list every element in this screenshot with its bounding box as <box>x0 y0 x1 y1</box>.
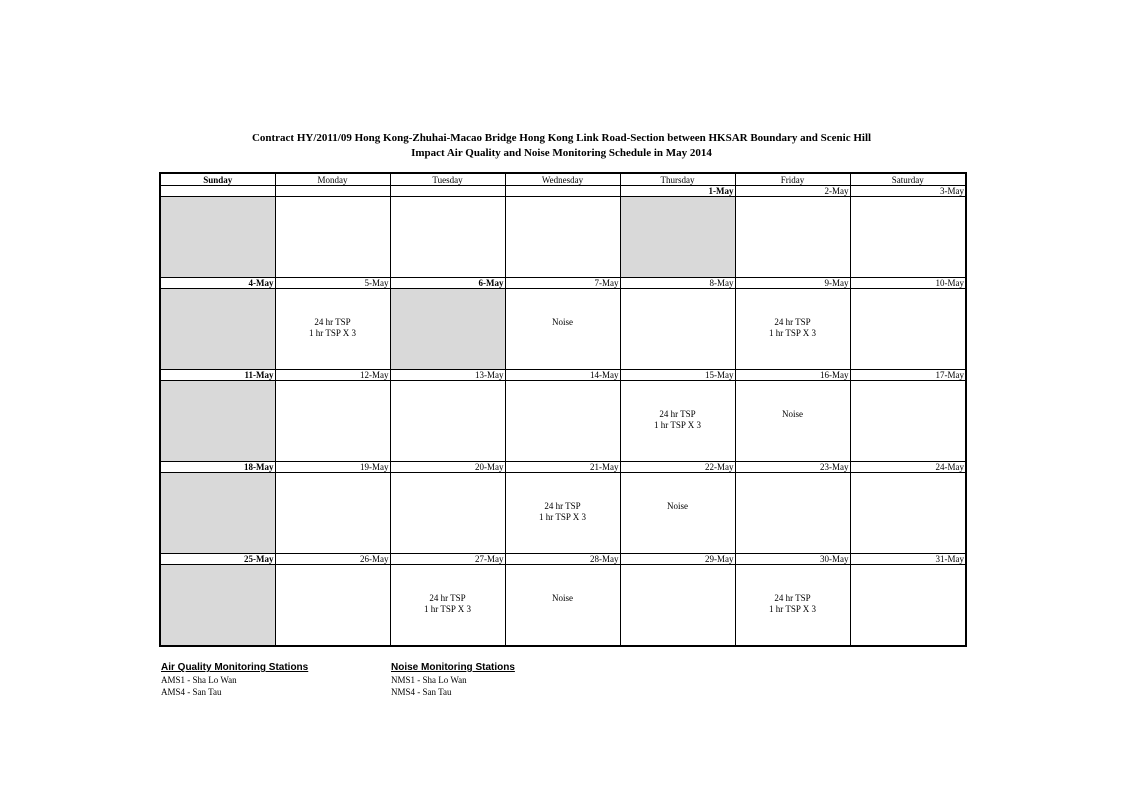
day-cell <box>850 289 966 370</box>
day-cell <box>160 473 275 554</box>
monitoring-event <box>736 593 850 615</box>
date-label: 2-May <box>735 186 850 197</box>
event-line: 24 hr TSP <box>774 593 811 603</box>
weekday-header: Wednesday <box>505 173 620 186</box>
weekday-header: Friday <box>735 173 850 186</box>
event-line: 1 hr TSP X 3 <box>538 512 586 522</box>
event-line: 24 hr TSP <box>659 409 696 419</box>
date-label: 25-May <box>160 554 275 565</box>
date-row <box>160 186 966 197</box>
week-row <box>160 197 966 278</box>
day-cell <box>275 473 390 554</box>
weekday-header: Tuesday <box>390 173 505 186</box>
date-label: 30-May <box>735 554 850 565</box>
day-cell <box>850 197 966 278</box>
monitoring-event <box>621 501 735 512</box>
day-cell <box>505 565 620 647</box>
date-label: 22-May <box>620 462 735 473</box>
title-line-1: Contract HY/2011/09 Hong Kong-Zhuhai-Macao Bridge Hong Kong Link Road-Section between HKSAR Boundary and Scenic Hill <box>251 132 872 144</box>
day-cell <box>160 197 275 278</box>
date-label <box>275 186 390 197</box>
day-cell <box>505 381 620 462</box>
date-label: 13-May <box>390 370 505 381</box>
event-line: 1 hr TSP X 3 <box>423 604 471 614</box>
day-cell <box>735 473 850 554</box>
noise-station-item: NMS4 - San Tau <box>391 687 452 697</box>
day-cell <box>275 565 390 647</box>
event-line: Noise <box>552 317 573 327</box>
date-label: 7-May <box>505 278 620 289</box>
date-label: 17-May <box>850 370 966 381</box>
day-cell <box>390 289 505 370</box>
event-line: 24 hr TSP <box>774 317 811 327</box>
date-label: 11-May <box>160 370 275 381</box>
event-line: 24 hr TSP <box>314 317 351 327</box>
date-label: 21-May <box>505 462 620 473</box>
weekday-header: Saturday <box>850 173 966 186</box>
monitoring-calendar <box>159 172 965 652</box>
day-cell <box>505 473 620 554</box>
date-label: 14-May <box>505 370 620 381</box>
day-cell <box>735 289 850 370</box>
date-label: 16-May <box>735 370 850 381</box>
event-line: Noise <box>552 593 573 603</box>
event-line: 1 hr TSP X 3 <box>308 328 356 338</box>
event-line: Noise <box>782 409 803 419</box>
monitoring-event <box>621 409 735 431</box>
monitoring-event <box>736 317 850 339</box>
date-label: 12-May <box>275 370 390 381</box>
date-label: 31-May <box>850 554 966 565</box>
day-cell <box>735 197 850 278</box>
day-cell <box>620 197 735 278</box>
monitoring-event <box>736 409 850 420</box>
date-row <box>160 370 966 381</box>
date-label: 9-May <box>735 278 850 289</box>
event-line: 24 hr TSP <box>544 501 581 511</box>
day-cell <box>275 289 390 370</box>
date-label: 1-May <box>620 186 735 197</box>
date-row <box>160 278 966 289</box>
day-cell <box>160 381 275 462</box>
date-label: 26-May <box>275 554 390 565</box>
noise-heading: Noise Monitoring Stations <box>391 662 515 673</box>
monitoring-event <box>506 501 620 523</box>
week-row <box>160 381 966 462</box>
date-label <box>505 186 620 197</box>
event-line: Noise <box>667 501 688 511</box>
date-label <box>160 186 275 197</box>
day-cell <box>850 381 966 462</box>
date-label: 8-May <box>620 278 735 289</box>
week-row <box>160 289 966 370</box>
day-cell <box>620 473 735 554</box>
date-label: 19-May <box>275 462 390 473</box>
day-cell <box>620 565 735 647</box>
monitoring-event <box>391 593 505 615</box>
day-cell <box>390 473 505 554</box>
air-station-item: AMS1 - Sha Lo Wan <box>161 675 237 685</box>
weekday-header: Thursday <box>620 173 735 186</box>
day-cell <box>160 289 275 370</box>
monitoring-event <box>506 593 620 604</box>
calendar-body <box>160 186 966 647</box>
monitoring-event <box>506 317 620 328</box>
date-label: 4-May <box>160 278 275 289</box>
day-cell <box>850 473 966 554</box>
weekday-header: Monday <box>275 173 390 186</box>
day-cell <box>390 381 505 462</box>
date-label: 15-May <box>620 370 735 381</box>
weekday-header: Sunday <box>160 173 275 186</box>
date-label <box>390 186 505 197</box>
calendar-table <box>159 172 967 647</box>
date-label: 18-May <box>160 462 275 473</box>
event-line: 1 hr TSP X 3 <box>653 420 701 430</box>
week-row <box>160 565 966 647</box>
day-cell <box>275 197 390 278</box>
week-row <box>160 473 966 554</box>
date-label: 5-May <box>275 278 390 289</box>
air-station-item: AMS4 - San Tau <box>161 687 222 697</box>
noise-legend <box>391 661 515 698</box>
air-quality-heading: Air Quality Monitoring Stations <box>161 662 309 673</box>
date-label: 6-May <box>390 278 505 289</box>
date-label: 3-May <box>850 186 966 197</box>
day-cell <box>160 565 275 647</box>
date-row <box>160 462 966 473</box>
document-title <box>0 131 1123 161</box>
date-label: 27-May <box>390 554 505 565</box>
day-cell <box>505 289 620 370</box>
date-label: 28-May <box>505 554 620 565</box>
date-row <box>160 554 966 565</box>
event-line: 1 hr TSP X 3 <box>768 604 816 614</box>
day-cell <box>390 197 505 278</box>
event-line: 1 hr TSP X 3 <box>768 328 816 338</box>
day-cell <box>735 381 850 462</box>
title-line-2: Impact Air Quality and Noise Monitoring Schedule in May 2014 <box>411 147 712 159</box>
day-cell <box>505 197 620 278</box>
date-label: 29-May <box>620 554 735 565</box>
noise-station-item: NMS1 - Sha Lo Wan <box>391 675 467 685</box>
date-label: 23-May <box>735 462 850 473</box>
day-cell <box>275 381 390 462</box>
day-cell <box>390 565 505 647</box>
event-line: 24 hr TSP <box>429 593 466 603</box>
air-quality-legend <box>161 661 308 698</box>
date-label: 10-May <box>850 278 966 289</box>
day-cell <box>620 289 735 370</box>
date-label: 24-May <box>850 462 966 473</box>
monitoring-event <box>276 317 390 339</box>
date-label: 20-May <box>390 462 505 473</box>
day-cell <box>735 565 850 647</box>
day-cell <box>850 565 966 647</box>
day-cell <box>620 381 735 462</box>
weekday-header-row <box>160 173 966 186</box>
